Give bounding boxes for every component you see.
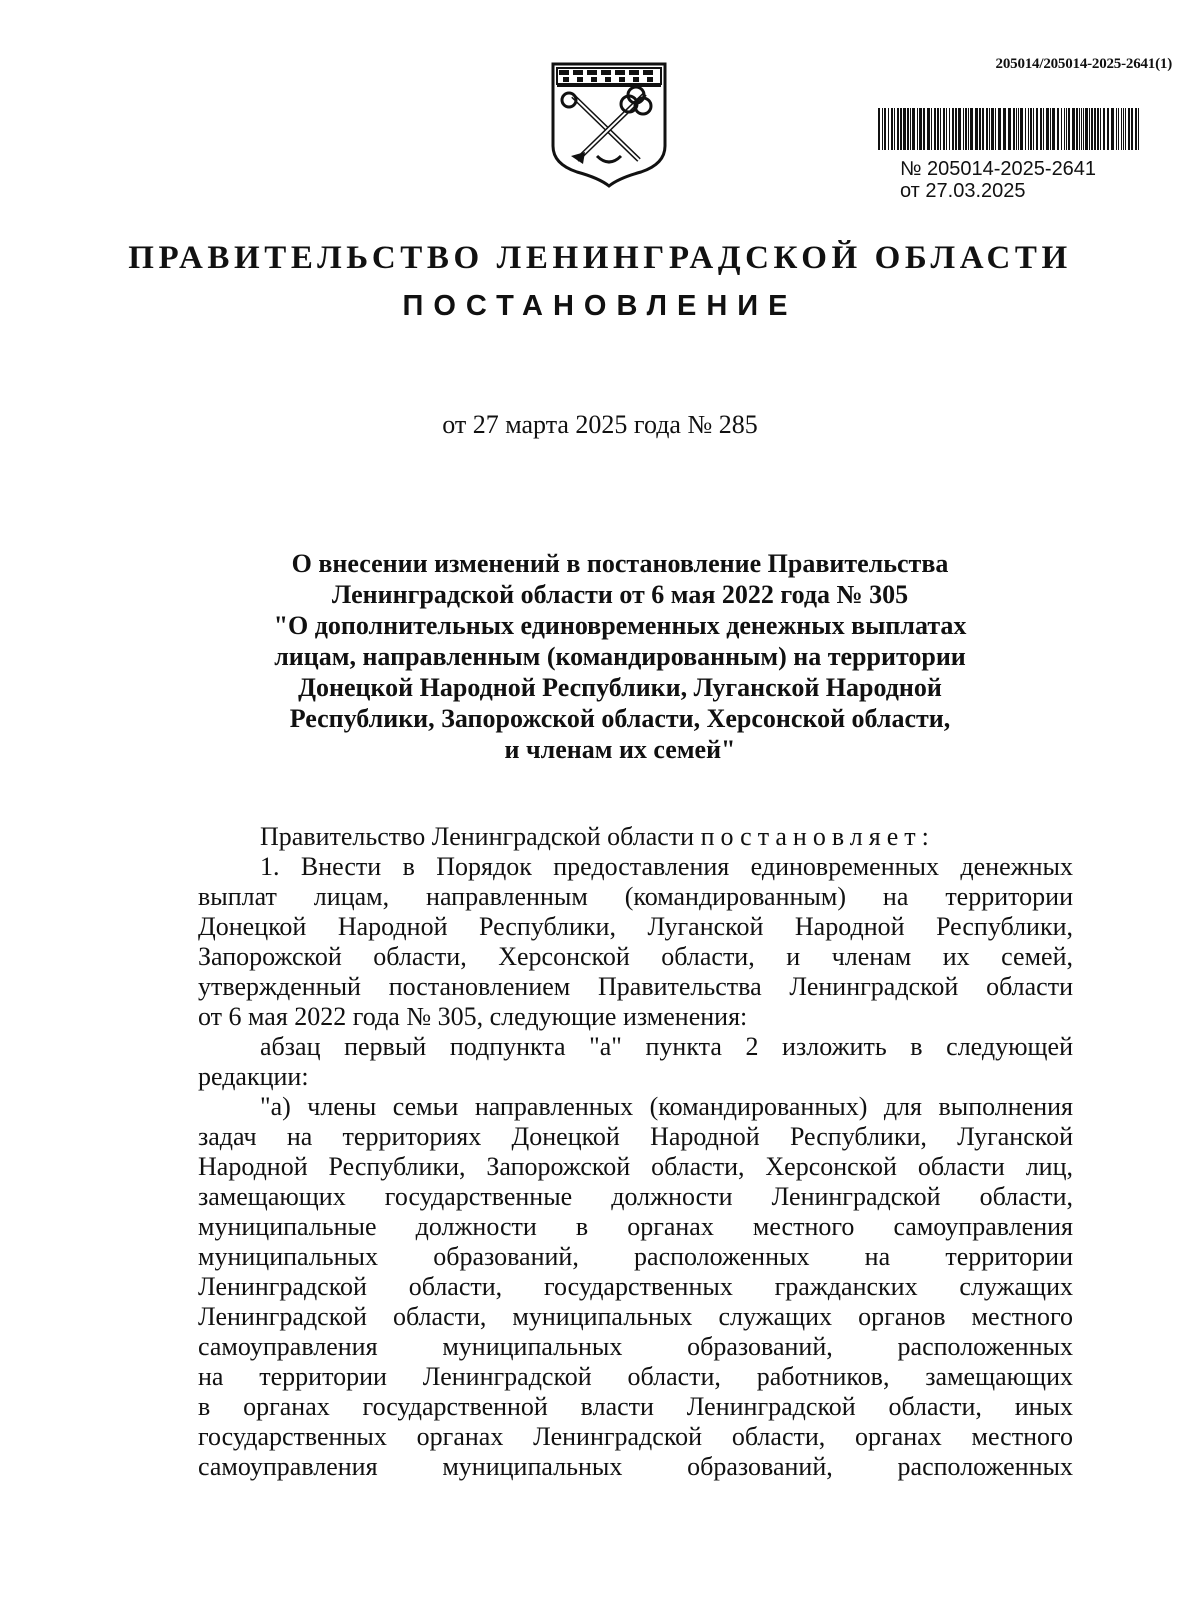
barcode-icon [878, 108, 1142, 150]
body-line: Ленинградской области, муниципальных служащих органов местного [198, 1302, 1073, 1331]
preamble [198, 822, 1073, 852]
body-line: абзац первый подпункта "а" пункта 2 изложить в следующей [260, 1032, 1073, 1061]
subject-line: лицам, направленным (командированным) на территории [274, 642, 966, 671]
body-line: утвержденный постановлением Правительства Ленинградской области [198, 972, 1073, 1001]
body-line: Народной Республики, Запорожской области, Херсонской области лиц, [198, 1152, 1073, 1181]
document-type-title: ПОСТАНОВЛЕНИЕ [402, 290, 798, 322]
body-line: выплат лицам, направленным (командированным) на территории [198, 882, 1073, 911]
subject-line: О внесении изменений в постановление Правительства [291, 549, 949, 578]
body-line: муниципальные должности в органах местного самоуправления [198, 1212, 1073, 1241]
body-line: редакции: [198, 1062, 309, 1091]
registration-number: № 205014-2025-2641 [900, 158, 1097, 180]
subject-line: Республики, Запорожской области, Херсонской области, [289, 704, 951, 733]
body-line: замещающих государственные должности Ленинградской области, [198, 1182, 1073, 1211]
decree-date-number: от 27 марта 2025 года № 285 [442, 410, 758, 439]
preamble-verb: постановляет: [700, 822, 935, 851]
body-line: 1. Внести в Порядок предоставления единовременных денежных [260, 852, 1073, 881]
body-line: задач на территориях Донецкой Народной Республики, Луганской [198, 1122, 1073, 1151]
body-line: на территории Ленинградской области, работников, замещающих [198, 1362, 1073, 1391]
body-line: Запорожской области, Херсонской области, и членам их семей, [198, 942, 1073, 971]
body-line: самоуправления муниципальных образований, расположенных [198, 1332, 1073, 1361]
body-line: Донецкой Народной Республики, Луганской Народной Республики, [198, 912, 1073, 941]
body-line: муниципальных образований, расположенных на территории [198, 1242, 1073, 1271]
coat-of-arms-icon [549, 60, 669, 188]
government-title: ПРАВИТЕЛЬСТВО ЛЕНИНГРАДСКОЙ ОБЛАСТИ [128, 240, 1072, 276]
subject-line: "О дополнительных единовременных денежных выплатах [273, 611, 967, 640]
subject-line: Донецкой Народной Республики, Луганской Народной [298, 673, 942, 702]
body-line: "а) члены семьи направленных (командированных) для выполнения [260, 1092, 1073, 1121]
body-line: Ленинградской области, государственных гражданских служащих [198, 1272, 1073, 1301]
body-line: самоуправления муниципальных образований, расположенных [198, 1452, 1073, 1481]
subject-line: и членам их семей" [504, 735, 736, 764]
subject-line: Ленинградской области от 6 мая 2022 года № 305 [331, 580, 909, 609]
body-line: от 6 мая 2022 года № 305, следующие изменения: [198, 1002, 748, 1031]
preamble-text: Правительство Ленинградской области [260, 822, 695, 851]
decree-body [198, 822, 1073, 1482]
body-line: государственных органах Ленинградской области, органах местного [198, 1422, 1073, 1451]
document-code: 205014/205014-2025-2641(1) [995, 56, 1172, 72]
body-line: в органах государственной власти Ленинградской области, иных [198, 1392, 1073, 1421]
registration-date: от 27.03.2025 [900, 180, 1026, 202]
decree-subject [240, 548, 1000, 765]
